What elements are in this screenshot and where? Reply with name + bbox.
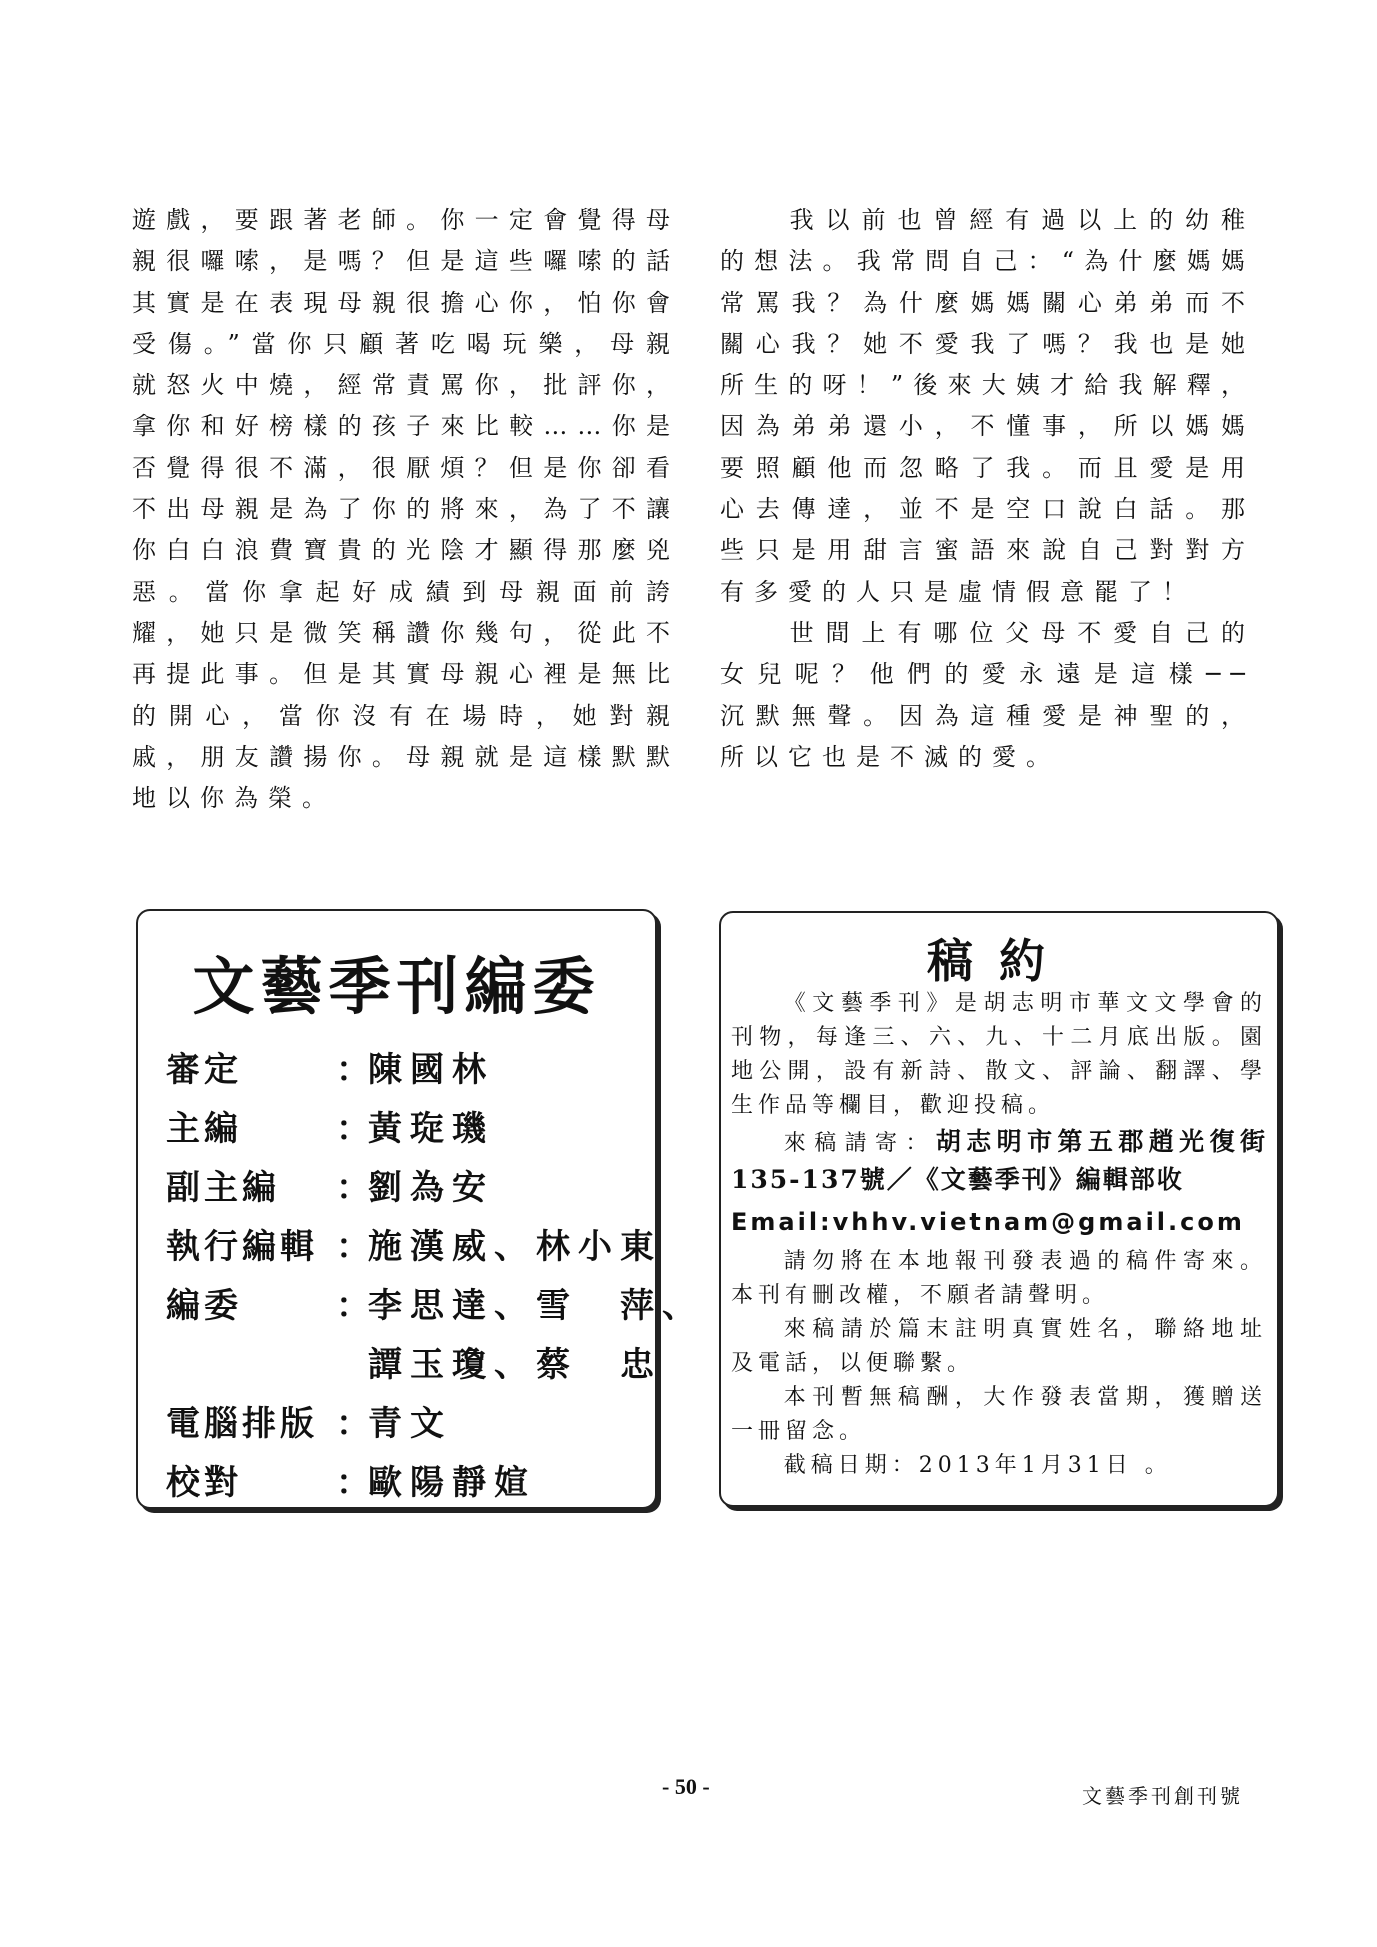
editorial-member: 劉為安 bbox=[368, 1167, 494, 1208]
editorial-colon: ： bbox=[336, 1285, 370, 1326]
editorial-member: 黃琁璣 bbox=[368, 1108, 494, 1149]
editorial-row bbox=[166, 1336, 662, 1386]
editorial-role: 編委 bbox=[166, 1285, 242, 1326]
contact-email[interactable]: Email:vhhv.vietnam@gmail.com bbox=[731, 1208, 1245, 1236]
editorial-role: 主編 bbox=[166, 1108, 242, 1149]
editorial-row bbox=[166, 1218, 662, 1268]
editorial-member: 青文 bbox=[368, 1403, 452, 1444]
editorial-member: 陳國林 bbox=[368, 1049, 494, 1090]
editorial-row bbox=[166, 1395, 452, 1445]
article-left-column bbox=[132, 200, 680, 819]
editorial-member: 李思達、雪 萍、 bbox=[368, 1285, 704, 1326]
submission-note: 來稿請於篇末註明真實姓名，聯絡地址及電話，以便聯繫。 bbox=[731, 1317, 1267, 1376]
submission-call-box bbox=[719, 911, 1279, 1507]
editorial-role: 執行編輯 bbox=[166, 1226, 318, 1267]
page-number: - 50 - bbox=[662, 1774, 710, 1799]
submission-title: 稿約 bbox=[927, 934, 1071, 988]
editorial-role: 校對 bbox=[166, 1462, 242, 1503]
editorial-colon: ： bbox=[336, 1108, 370, 1149]
editorial-row bbox=[166, 1041, 494, 1091]
address-prefix: 來稿請寄： bbox=[783, 1131, 936, 1156]
editorial-colon: ： bbox=[336, 1049, 370, 1090]
submission-note: 請勿將在本地報刊發表過的稿件寄來。本刊有刪改權，不願者請聲明。 bbox=[731, 1249, 1267, 1308]
submission-note: 本刊暫無稿酬，大作發表當期，獲贈送一冊留念。 bbox=[731, 1385, 1267, 1444]
submission-body bbox=[731, 987, 1267, 1483]
submission-intro: 《文藝季刊》是胡志明市華文文學會的刊物，每逢三、六、九、十二月底出版。園地公開，設有新詩、散文、評論、翻譯、學生作品等欄目，歡迎投稿。 bbox=[731, 991, 1267, 1118]
article-right-column bbox=[720, 200, 1255, 778]
editorial-member: 譚玉瓊、蔡 忠 bbox=[368, 1344, 662, 1385]
editorial-board-box bbox=[136, 909, 704, 1509]
article-paragraph: 世間上有哪位父母不愛自己的女兒呢？他們的愛永遠是這樣── 沉默無聲。因為這種愛是神聖的，所以它也是不滅的愛。 bbox=[720, 618, 1255, 771]
editorial-row bbox=[166, 1159, 494, 1209]
editorial-role: 審定 bbox=[166, 1049, 242, 1090]
article-paragraph: 我以前也曾經有過以上的幼稚的想法。我常問自己：“為什麼媽媽常罵我？為什麼媽媽關心弟弟而不關心我？她不愛我了嗎？我也是她所生的呀！”後來大姨才給我解釋，因為弟弟還小，不懂事，所以媽媽要照顧他而忽略了我。而且愛是用心去傳達，並不是空口說白話。那些只是用甜言蜜語來說自己對對方有多愛的人只是虛情假意罷了！ bbox=[720, 206, 1255, 606]
editorial-row bbox=[166, 1454, 536, 1504]
publication-title: 文藝季刊創刊號 bbox=[1082, 1784, 1243, 1808]
editorial-member: 施漢威、林小東 bbox=[368, 1226, 662, 1267]
editorial-colon: ： bbox=[336, 1226, 370, 1267]
editorial-member: 歐陽靜媗 bbox=[368, 1462, 536, 1503]
editorial-role: 電腦排版 bbox=[166, 1403, 318, 1444]
editorial-row bbox=[166, 1100, 494, 1150]
editorial-role: 副主編 bbox=[166, 1167, 280, 1208]
submission-deadline: 截稿日期：2013年1月31日 。 bbox=[783, 1453, 1172, 1478]
editorial-board-title: 文藝季刊編委 bbox=[192, 950, 601, 1023]
article-paragraph: 遊戲，要跟著老師。你一定會覺得母親很囉嗦，是嗎？但是這些囉嗦的話其實是在表現母親很擔心你，怕你會受傷。”當你只顧著吃喝玩樂，母親就怒火中燒，經常責罵你，批評你，拿你和好榜樣的孩子來比較……你是否覺得很不滿，很厭煩？但是你卻看不出母親是為了你的將來，為了不讓你白白浪費寶貴的光陰才顯得那麼兇惡。當你拿起好成績到母親面前誇耀，她只是微笑稱讚你幾句，從此不再提此事。但是其實母親心裡是無比的開心，當你沒有在場時，她對親戚，朋友讚揚你。母親就是這樣默默地以你為榮。 bbox=[132, 206, 680, 813]
editorial-row bbox=[166, 1277, 704, 1327]
editorial-colon: ： bbox=[336, 1403, 370, 1444]
submission-address-line bbox=[731, 1123, 1267, 1199]
mailing-address: 胡志明市第五郡趙光復街135-137號／《文藝季刊》編輯部收 bbox=[731, 1127, 1267, 1194]
editorial-colon: ： bbox=[336, 1167, 370, 1208]
editorial-colon: ： bbox=[336, 1462, 370, 1503]
